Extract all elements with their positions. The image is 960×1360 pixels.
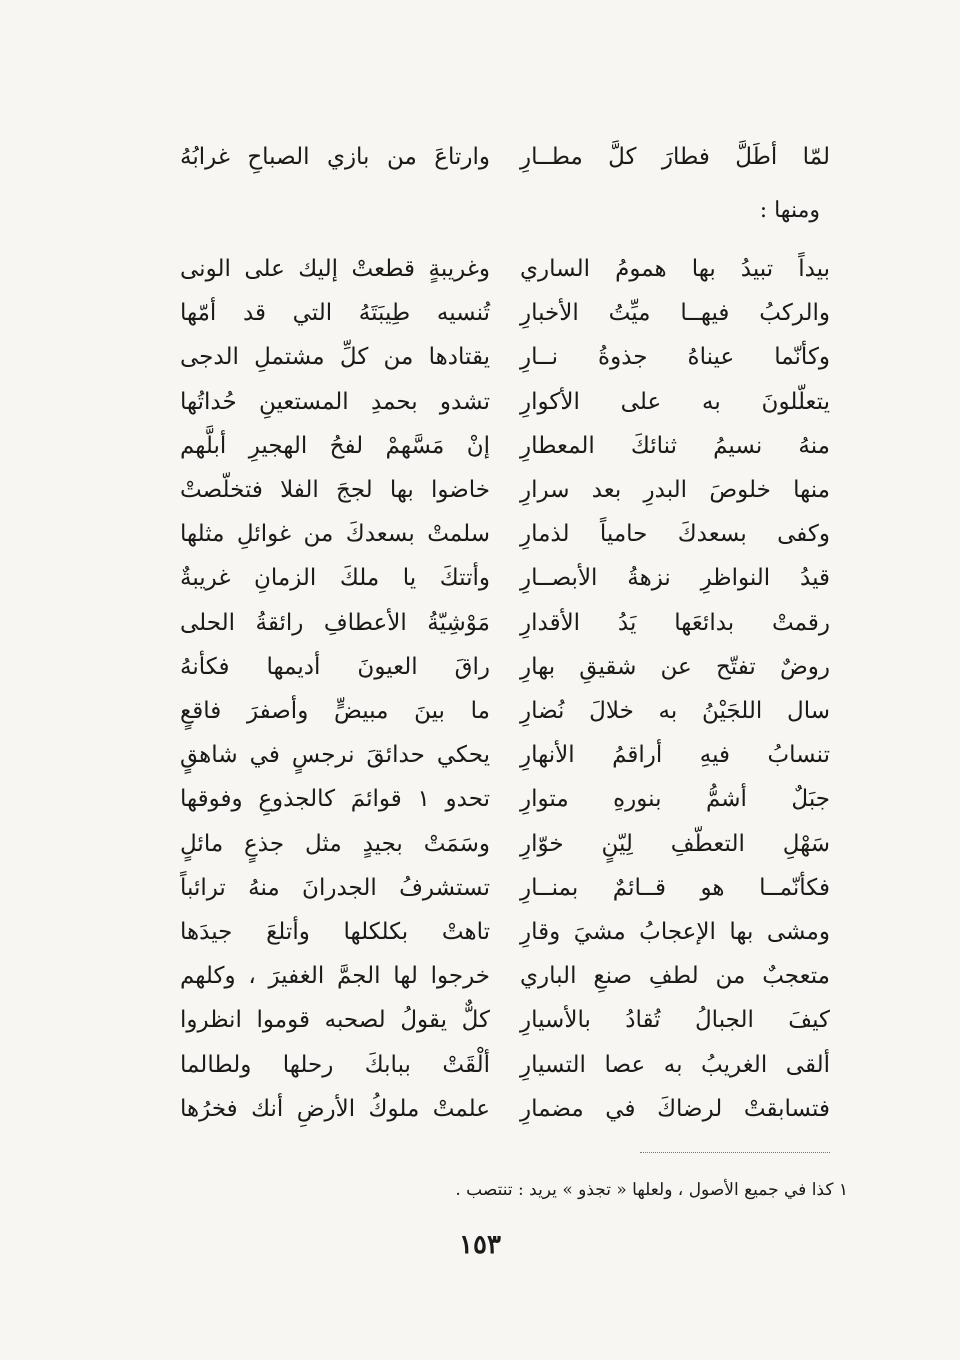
opening-verse	[180, 140, 830, 174]
verse-left-hemistich: يتعلّلونَ به على الأكوارِ	[520, 388, 830, 415]
verse-line	[180, 959, 830, 993]
verse-line	[180, 871, 830, 905]
verse-line	[180, 650, 830, 684]
verse-right-hemistich: إنْ مَسَّهمْ لفحُ الهجيرِ أبلَّهم	[180, 432, 490, 459]
verse-line	[180, 1048, 830, 1082]
verse-left-hemistich: سال اللجَيْنُ به خلالَ نُضارِ	[520, 698, 830, 724]
verse-left-hemistich: روضٌ تفتّح عن شقيقِ بهارِ	[520, 653, 830, 680]
verse-line	[180, 340, 830, 374]
verse-left-hemistich: بيداً تبيدُ بها همومُ الساري	[520, 256, 830, 282]
verse-left-hemistich: منها خلوصَ البدرِ بعد سرارِ	[520, 477, 830, 503]
verse-line	[180, 1092, 830, 1126]
verse-left-hemistich: فكأنّمــا هو قــائمٌ بمنــارِ	[520, 874, 830, 901]
verse-right-hemistich: وسَمَتْ بجيدٍ مثل جذعٍ مائلٍ	[180, 830, 490, 857]
verse-line	[180, 517, 830, 551]
verse-left-hemistich: منهُ نسيمُ ثنائكَ المعطارِ	[520, 432, 830, 459]
section-intro: ومنها :	[759, 198, 820, 223]
verse-left-hemistich: فتسابقتْ لرضاكَ في مضمارِ	[520, 1095, 830, 1122]
page-number: ١٥٣	[459, 1230, 501, 1260]
verse-left-hemistich: متعجبٌ من لطفِ صنعِ الباري	[520, 963, 830, 990]
verse-line	[180, 1003, 830, 1037]
verse-left-hemistich: ألقى الغريبُ به عصا التسيارِ	[520, 1051, 830, 1078]
verse-line	[180, 473, 830, 507]
verse-right-hemistich: تحدو ١ قوائمَ كالجذوعِ وفوقها	[180, 786, 490, 813]
verse-right-hemistich: وارتاعَ من بازي الصباحِ غرابُهُ	[180, 144, 490, 170]
verse-left-hemistich: ومشى بها الإعجابُ مشيَ وقارِ	[520, 919, 830, 945]
verse-line	[180, 429, 830, 463]
verse-line	[180, 606, 830, 640]
verse-line	[180, 738, 830, 772]
verse-left-hemistich: وكفى بسعدكَ حامياً لذمارِ	[520, 521, 830, 548]
verse-left-hemistich: والركبُ فيهــا ميِّتُ الأخبارِ	[520, 300, 830, 327]
verse-left-hemistich: تنسابُ فيهِ أراقمُ الأنهارِ	[520, 742, 830, 769]
verse-right-hemistich: كلٌّ يقولُ لصحبه قوموا انظروا	[180, 1007, 490, 1034]
verse-right-hemistich: يقتادها من كلِّ مشتملِ الدجى	[180, 344, 490, 371]
verse-right-hemistich: خاضوا بها لججَ الفلا فتخلّصتْ	[180, 477, 490, 503]
verse-right-hemistich: سلمتْ بسعدكَ من غوائلِ مثلها	[180, 521, 490, 548]
verse-line	[180, 915, 830, 949]
verse-left-hemistich: كيفَ الجبالُ تُقادُ بالأسيارِ	[520, 1007, 830, 1034]
verse-line	[180, 694, 830, 728]
verse-right-hemistich: علمتْ ملوكُ الأرضِ أنك فخرُها	[180, 1095, 490, 1122]
verse-right-hemistich: وأتتكَ يا ملكَ الزمانِ غريبةٌ	[180, 565, 490, 592]
verse-left-hemistich: رقمتْ بدائعَها يَدُ الأقدارِ	[520, 609, 830, 636]
verse-line	[180, 782, 830, 816]
verse-right-hemistich: وغريبةٍ قطعتْ إليك على الونى	[180, 256, 490, 282]
verse-line	[180, 296, 830, 330]
verse-line	[180, 561, 830, 595]
verse-left-hemistich: سَهْلِ التعطّفِ لِيّنٍ خوّارِ	[520, 830, 830, 857]
verse-left-hemistich: لمّا أطَلَّ فطارَ كلَّ مطــارِ	[520, 144, 830, 170]
footnote-separator	[640, 1152, 830, 1153]
verse-right-hemistich: خرجوا لها الجمَّ الغفيرَ ، وكلهم	[180, 963, 490, 990]
verse-right-hemistich: ما بينَ مبيضٍّ وأصفرَ فاقعٍ	[180, 698, 490, 724]
verse-right-hemistich: مَوْشِيّةُ الأعطافِ رائقةُ الحلى	[180, 609, 490, 636]
verse-right-hemistich: تشدو بحمدِ المستعينِ حُداتُها	[180, 388, 490, 415]
verse-line	[180, 252, 830, 286]
verse-right-hemistich: يحكي حدائقَ نرجسٍ في شاهقٍ	[180, 742, 490, 769]
verse-left-hemistich: جبَلٌ أشمُّ بنورهِ متوارِ	[520, 786, 830, 813]
footnote: ١ كذا في جميع الأصول ، ولعلها « تجذو » يريد : تنتصب .	[455, 1180, 848, 1200]
verse-left-hemistich: وكأنّما عيناهُ جذوةُ نــارِ	[520, 344, 830, 371]
verse-right-hemistich: ألْقَتْ ببابكَ رحلها ولطالما	[180, 1051, 490, 1078]
verse-right-hemistich: تستشرفُ الجدرانَ منهُ ترائباً	[180, 874, 490, 901]
verse-right-hemistich: تُنسيه طِيبَتَهُ التي قد أمّها	[180, 300, 490, 327]
verse-right-hemistich: تاهتْ بكلكلها وأتلعَ جيدَها	[180, 919, 490, 945]
verse-line	[180, 385, 830, 419]
verse-right-hemistich: راقَ العيونَ أديمها فكأنهُ	[180, 653, 490, 680]
verse-left-hemistich: قيدُ النواظرِ نزهةُ الأبصــارِ	[520, 565, 830, 592]
verse-line	[180, 827, 830, 861]
